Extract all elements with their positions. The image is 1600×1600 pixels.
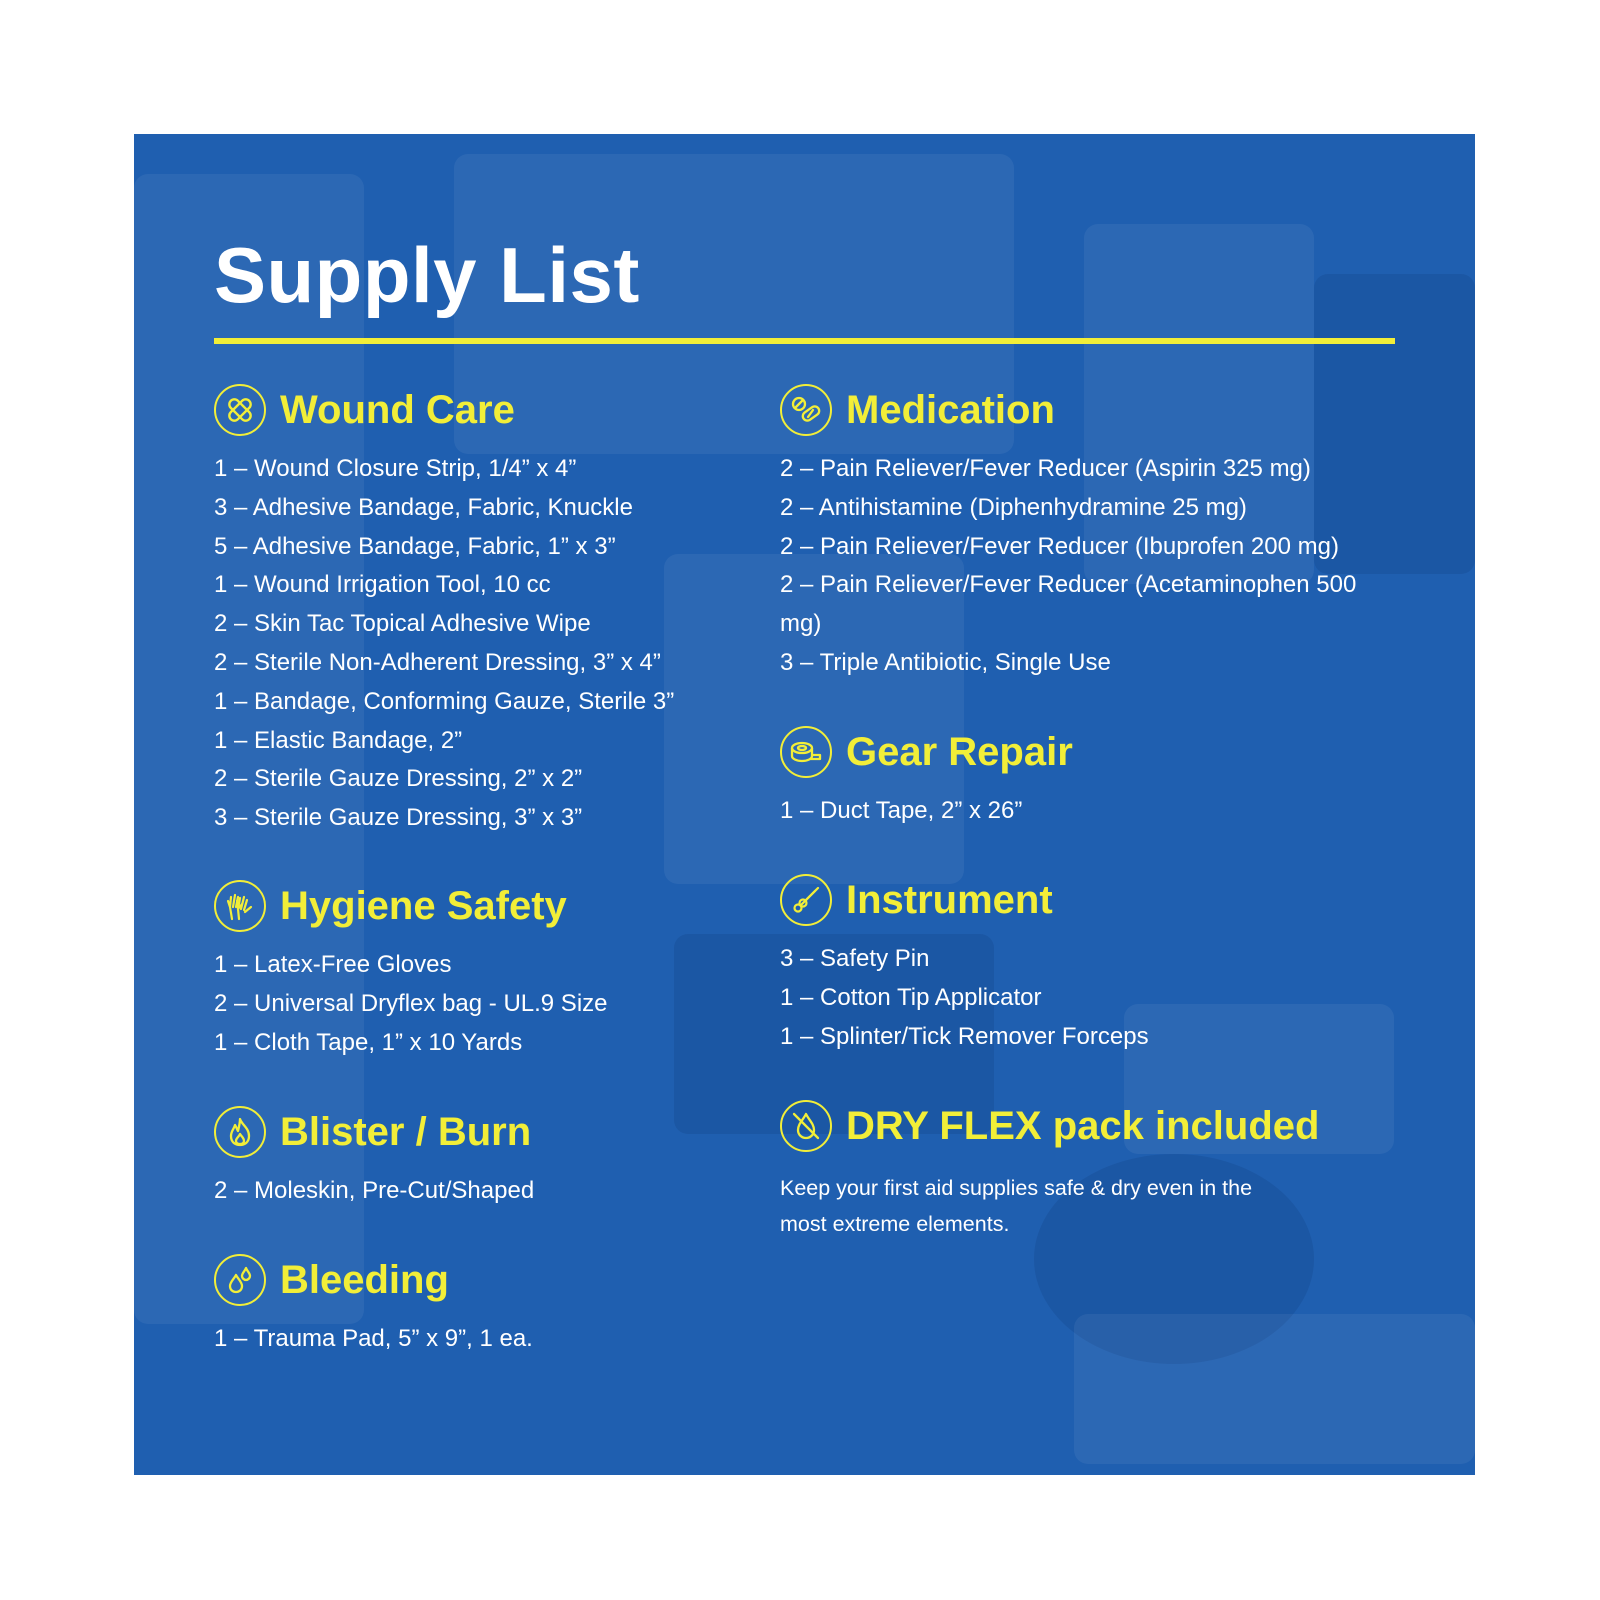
section-header bbox=[780, 870, 1149, 930]
section-title: Hygiene Safety bbox=[280, 883, 567, 928]
list-item: 2 – Moleskin, Pre-Cut/Shaped bbox=[214, 1177, 535, 1204]
section-instrument bbox=[780, 870, 1149, 1056]
item-list bbox=[214, 946, 608, 1062]
list-item: 5 – Adhesive Bandage, Fabric, 1” x 3” bbox=[214, 532, 616, 560]
section-header bbox=[214, 1250, 533, 1310]
list-item: 1 – Bandage, Conforming Gauze, Sterile 3” bbox=[214, 687, 675, 715]
list-item: 1 – Elastic Bandage, 2” bbox=[214, 726, 463, 754]
no-water-icon bbox=[780, 1100, 832, 1152]
list-item: 3 – Triple Antibiotic, Single Use bbox=[780, 648, 1111, 676]
section-title: Gear Repair bbox=[846, 729, 1073, 774]
section-title: Medication bbox=[846, 387, 1055, 432]
list-item: 1 – Duct Tape, 2” x 26” bbox=[780, 797, 1023, 824]
section-medication bbox=[780, 380, 1380, 683]
list-item: 1 – Cloth Tape, 1” x 10 Yards bbox=[214, 1028, 523, 1056]
forceps-icon bbox=[780, 874, 832, 926]
item-list bbox=[780, 792, 1073, 831]
page-title: Supply List bbox=[214, 231, 640, 319]
list-item: 1 – Latex-Free Gloves bbox=[214, 951, 452, 978]
section-title: Bleeding bbox=[280, 1257, 449, 1302]
background-packets bbox=[1074, 1314, 1475, 1464]
section-dry-flex bbox=[780, 1096, 1319, 1242]
list-item: 2 – Pain Reliever/Fever Reducer (Ibuprofen 200 mg) bbox=[780, 532, 1339, 560]
section-header bbox=[214, 380, 674, 440]
section-header bbox=[214, 876, 608, 936]
item-list bbox=[214, 1320, 533, 1359]
item-list bbox=[214, 450, 674, 838]
bandage-icon bbox=[214, 384, 266, 436]
list-item: 1 – Trauma Pad, 5” x 9”, 1 ea. bbox=[214, 1325, 533, 1352]
gloves-icon bbox=[214, 880, 266, 932]
blood-drops-icon bbox=[214, 1254, 266, 1306]
list-item: 1 – Cotton Tip Applicator bbox=[780, 983, 1042, 1011]
list-item: 2 – Sterile Non-Adherent Dressing, 3” x 4” bbox=[214, 648, 661, 676]
section-header bbox=[780, 380, 1380, 440]
section-title: Blister / Burn bbox=[280, 1109, 532, 1154]
section-title: DRY FLEX pack included bbox=[846, 1103, 1320, 1148]
section-bleeding bbox=[214, 1250, 533, 1359]
section-title: Instrument bbox=[846, 877, 1053, 922]
section-blister-burn bbox=[214, 1102, 534, 1211]
list-item: 2 – Skin Tac Topical Adhesive Wipe bbox=[214, 610, 591, 638]
list-item: 2 – Universal Dryflex bag - UL.9 Size bbox=[214, 989, 608, 1017]
section-wound-care bbox=[214, 380, 674, 838]
item-list bbox=[780, 940, 1149, 1056]
list-item: 2 – Antihistamine (Diphenhydramine 25 mg) bbox=[780, 493, 1247, 521]
item-list bbox=[214, 1172, 534, 1211]
list-item: 1 – Wound Irrigation Tool, 10 cc bbox=[214, 571, 551, 599]
section-title: Wound Care bbox=[280, 387, 515, 432]
dry-flex-description: Keep your first aid supplies safe & dry even in the most extreme elements. bbox=[780, 1176, 1253, 1236]
flame-icon bbox=[214, 1106, 266, 1158]
list-item: 2 – Sterile Gauze Dressing, 2” x 2” bbox=[214, 765, 583, 793]
section-hygiene-safety bbox=[214, 876, 608, 1062]
tape-roll-icon bbox=[780, 726, 832, 778]
section-header bbox=[780, 1096, 1319, 1156]
list-item: 1 – Splinter/Tick Remover Forceps bbox=[780, 1022, 1149, 1050]
section-header bbox=[214, 1102, 534, 1162]
list-item: 2 – Pain Reliever/Fever Reducer (Acetaminophen 500 mg) bbox=[780, 571, 1357, 638]
item-list bbox=[780, 450, 1380, 683]
pills-icon bbox=[780, 384, 832, 436]
list-item: 1 – Wound Closure Strip, 1/4” x 4” bbox=[214, 455, 577, 482]
list-item: 3 – Sterile Gauze Dressing, 3” x 3” bbox=[214, 804, 583, 832]
section-header bbox=[780, 722, 1073, 782]
title-underline bbox=[214, 338, 1395, 344]
supply-list-panel bbox=[134, 134, 1475, 1475]
section-gear-repair bbox=[780, 722, 1073, 831]
list-item: 3 – Safety Pin bbox=[780, 945, 930, 972]
list-item: 3 – Adhesive Bandage, Fabric, Knuckle bbox=[214, 493, 633, 521]
list-item: 2 – Pain Reliever/Fever Reducer (Aspirin 325 mg) bbox=[780, 455, 1311, 482]
